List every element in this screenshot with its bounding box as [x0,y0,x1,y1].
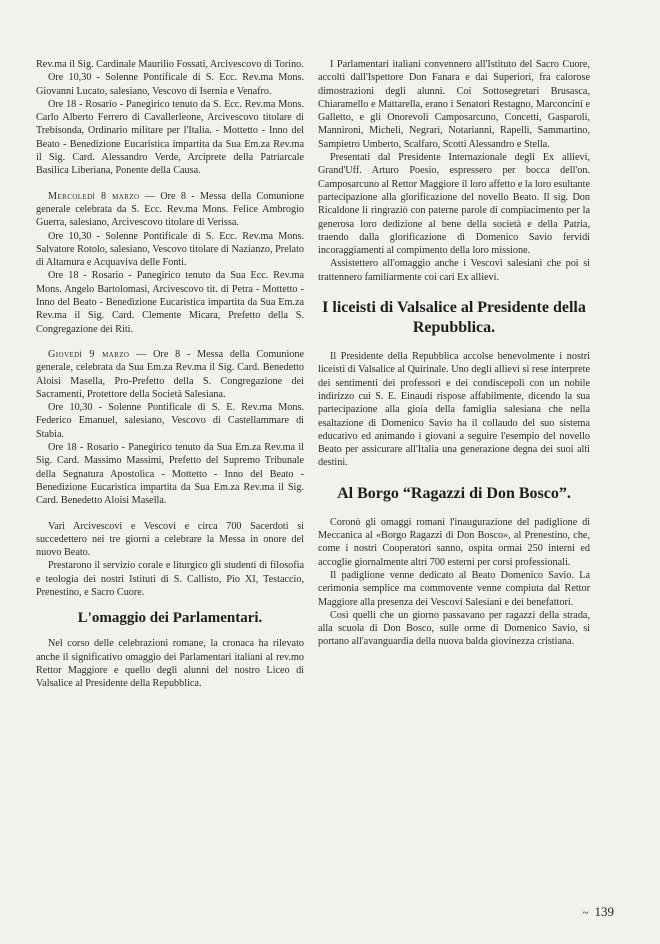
paragraph: Presentati dal Presidente Internazionale degli Ex allievi, Grand'Uff. Arturo Poesio, espressero per bocca dell'on. Camposarcuno al Rettor Maggiore il loro affetto e la loro esultante partecipazione alla glorificazione del novello Beato. Il sig. Don Ricaldone li ringraziò con paterne parole di compiacimento per la generosa loro dedizione al bene della società e della Patria, traendo dalla glorificazione di Domenico Savio fervidi incoraggiamenti al compimento della loro missione. [318,152,590,257]
page-ornament: ~ [582,907,589,919]
paragraph: Ore 18 - Rosario - Panegirico tenuto da Sua Ecc. Rev.ma Mons. Angelo Bartolomasi, Arcivescovo tit. di Petra - Mottetto - Inno del Beato - Benedizione Eucaristica impartita da Sua Em.za Rev.ma il Sig. Card. Clemente Micara, Prefetto della S. Congregazione dei Riti. [36,270,304,335]
page-number-text: 139 [594,904,614,919]
paragraph: I Parlamentari italiani convennero all'Istituto del Sacro Cuore, accolti dall'Ispettore Don Fanara e dai Superiori, fra calorose dimostrazioni degli alunni. Coi Sottosegretari Brusasca, Chiaramello e Mattarella, erano i Senatori Restagno, Marconcini e Galletto, e gli Onorevoli Camposarcuno, Concetti, Gasparoli, Mannironi, Micheli, Negrari, Notarianni, Rapelli, Sammartino, Sampietro Umberto, Scalfaro, Scotti Alessandro e Stella. [318,59,590,150]
page-number [583,904,614,920]
paragraph-wednesday [36,190,304,230]
paragraph: Così quelli che un giorno passavano per ragazzi della strada, alla scuola di Don Bosco, sulle orme di Domenico Savio, si portano all'avanguardia della nuova balda giovinezza cristiana. [318,609,590,648]
paragraph: Prestarono il servizio corale e liturgico gli studenti di filosofia e teologia dei nostri Istituti di S. Callisto, Pio XI, Testaccio, Prenestino, e Sacro Cuore. [36,560,304,598]
paragraph: Ore 18 - Rosario - Panegirico tenuto da S. Ecc. Rev.ma Mons. Carlo Alberto Ferrero di Cavallerleone, Arcivescovo titolare di Trebisonda, Ordinario militare per l'Italia. - Mottetto - Inno del Beato - Benedizione Eucaristica impartita da Sua Em.za Rev.ma il Sig. Card. Alessandro Verde, Arciprete della Patriarcale Basilica Liberiana, Ponente della Causa. [36,98,304,177]
day-heading: Mercoledì 8 marzo [48,190,140,202]
section-heading-liceisti: I liceisti di Valsalice al Presidente della Repubblica. [322,299,586,337]
paragraph: Ore 10,30 - Solenne Pontificale di S. E. Rev.ma Mons. Federico Emanuel, salesiano, Vescovo di Castellammare di Stabia. [36,402,304,440]
section-heading-parlamentari: L'omaggio dei Parlamentari. [77,610,263,627]
left-column [36,58,304,690]
paragraph: Rev.ma il Sig. Cardinale Maurilio Fossati, Arcivescovo di Torino. [36,59,304,70]
paragraph: Assistettero all'omaggio anche i Vescovi salesiani che poi si trattennero familiarmente coi cari Ex allievi. [318,258,590,283]
paragraph-text: — Ore 8 - Messa della Comunione generale, celebrata da Sua Em.za Rev.ma il Sig. Card. Benedetto Aloisi Masella, Pro-Prefetto della S. Congregazione dei Sacramenti, Protettore della Società Salesiana. [36,348,304,400]
paragraph: Nel corso delle celebrazioni romane, la cronaca ha rilevato anche il significativo omaggio dei Parlamentari italiani al rev.mo Rettor Maggiore e quello degli alunni del nostro Liceo di Valsalice al Presidente della Repubblica. [36,638,304,690]
paragraph-text: — Ore 8 - Messa della Comunione generale celebrata da S. Ecc. Rev.ma Mons. Felice Ambrogio Guerra, salesiano, Arcivescovo titolare di Verissa. [36,190,304,229]
paragraph: Vari Arcivescovi e Vescovi e circa 700 Sacerdoti si succedettero nei tre giorni a celebrare la Messa in onore del nuovo Beato. [36,520,304,559]
day-heading: Giovedì 9 marzo [48,348,130,360]
paragraph: Il Presidente della Repubblica accolse benevolmente i nostri liceisti di Valsalice al Quirinale. Uno degli allievi si rese interprete dei sentimenti dei professori e dei condiscepoli con un nobile indirizzo cui S. E. Einaudi rispose affabilmente, dicendo la sua partecipazione alla gioia della famiglia salesiana che nella esaltazione di Domenico Savio ha il collaudo del suo sistema educativo ed animando i giovani a seguire l'esempio del novello Beato per assicurare all'Italia una generazione degna dei suoi alti destini. [318,351,590,469]
section-heading-borgo: Al Borgo “Ragazzi di Don Bosco”. [337,484,571,502]
paragraph: Ore 10,30 - Solenne Pontificale di S. Ecc. Rev.ma Mons. Salvatore Rotolo, salesiano, Vescovo titolare di Nazianzo, Prelato di Altamura e Acquaviva delle Fonti. [36,230,304,269]
paragraph: Il padiglione venne dedicato al Beato Domenico Savio. La cerimonia semplice ma commovente venne compiuta dal Rettor Maggiore alla presenza dei Vescovi Salesiani e dei benefattori. [318,569,590,608]
paragraph: Ore 10,30 - Solenne Pontificale di S. Ecc. Rev.ma Mons. Giovanni Lucato, salesiano, Vescovo di Isernia e Venafro. [36,72,304,97]
right-column [318,58,590,649]
paragraph-thursday [36,348,304,401]
paragraph: Coronò gli omaggi romani l'inaugurazione del padiglione di Meccanica al «Borgo Ragazzi di Don Bosco», al Prenestino, che, come i nostri Cooperatori sanno, ospita ormai 250 interni ed accoglie giornalmente altri 700 esterni per corsi professionali. [318,516,590,568]
paragraph: Ore 18 - Rosario - Panegirico tenuto da Sua Em.za Rev.ma il Sig. Card. Massimo Massimi, Prefetto del Supremo Tribunale della Segnatura Apostolica - Mottetto - Inno del Beato - Benedizione Eucaristica impartita da Sua Em.za Rev.ma il Sig. Card. Benedetto Aloisi Masella. [36,442,304,507]
